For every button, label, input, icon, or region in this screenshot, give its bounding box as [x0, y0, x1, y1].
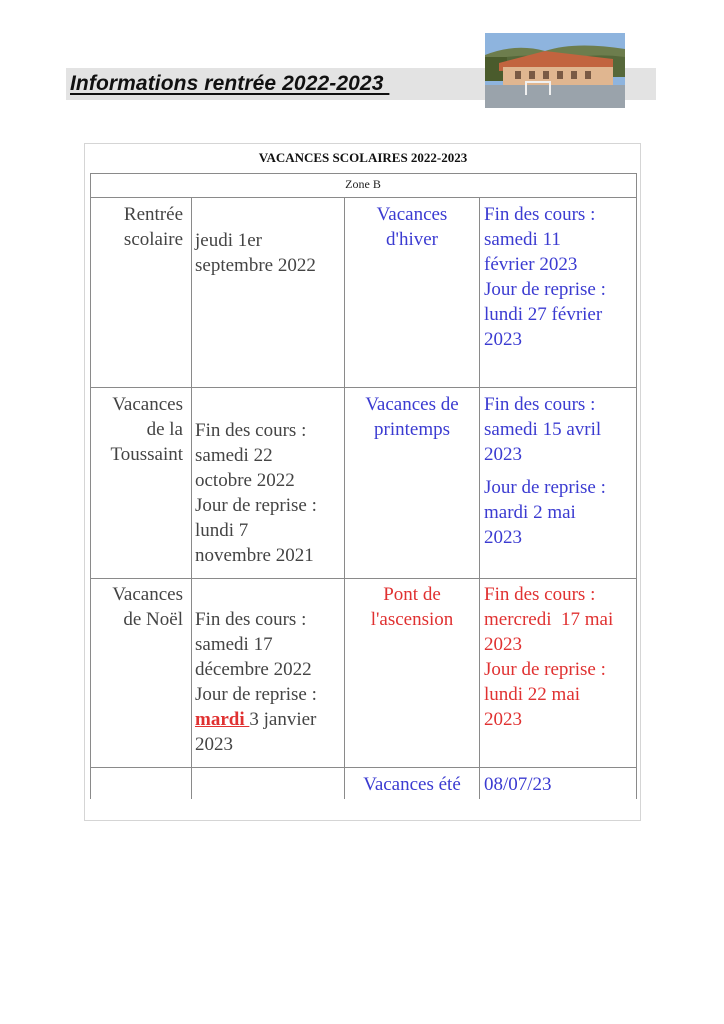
grid-line [90, 387, 637, 388]
row1-left-dates-line: septembre 2022 [195, 255, 316, 276]
row4-right-dates [481, 772, 637, 797]
row3-right-dates [481, 582, 637, 732]
row1-right-dates-line: samedi 11 [484, 229, 561, 250]
row3-right-label [345, 582, 479, 632]
grid-line [90, 578, 637, 579]
row1-left-label-line: scolaire [123, 229, 183, 250]
row3-left-dates-line: décembre 2022 [195, 659, 312, 680]
row2-left-dates-line: lundi 7 [195, 520, 249, 541]
row2-left-dates-line: Jour de reprise : [195, 495, 317, 516]
row2-right-dates-line: mardi 2 mai [484, 502, 576, 523]
row2-right-dates-line: Jour de reprise : [484, 477, 606, 498]
row3-left-dates-line: Jour de reprise : [195, 684, 317, 705]
row1-right-dates-line: Jour de reprise : [484, 279, 606, 300]
row1-right-dates [481, 202, 637, 352]
row1-right-dates-line: lundi 27 février [484, 304, 603, 325]
row2-left-dates-line: octobre 2022 [195, 470, 295, 491]
row3-right-label-line: l'ascension [370, 609, 454, 630]
row3-right-label-line: Pont de [383, 584, 441, 605]
table-title: VACANCES SCOLAIRES 2022-2023 [258, 150, 468, 165]
row3-right-dates-line: 2023 [484, 709, 522, 730]
row2-right-label-line: Vacances de [365, 394, 459, 415]
row2-right-dates-line: 2023 [484, 527, 522, 548]
row1-right-dates-line: février 2023 [484, 254, 578, 275]
row2-right-dates-line: 2023 [484, 444, 522, 465]
row2-left-label-line: de la [146, 419, 183, 440]
row1-right-label-line: Vacances [376, 204, 448, 225]
row3-right-dates-line: mercredi 17 mai [484, 609, 614, 630]
row2-right-dates-line: Fin des cours : [484, 394, 596, 415]
row3-right-dates-line: Jour de reprise : [484, 659, 606, 680]
row1-left-label [92, 202, 190, 252]
row1-right-label-line: d'hiver [386, 229, 438, 250]
row1-right-dates-line: 2023 [484, 329, 522, 350]
row3-right-dates-line: Fin des cours : [484, 584, 596, 605]
zone-label: Zone B [345, 177, 381, 191]
page-title: Informations rentrée 2022-2023 [70, 72, 390, 95]
row3-left-label-line: de Noël [123, 609, 183, 630]
row3-right-dates-line: lundi 22 mai [484, 684, 581, 705]
row2-right-label [345, 392, 479, 442]
row1-left-label-line: Rentrée [123, 204, 183, 225]
row3-left-dates-line: Fin des cours : [195, 609, 307, 630]
row4-right-label-line: Vacances été [363, 774, 461, 795]
row2-left-dates-line: Fin des cours : [195, 420, 307, 441]
school-building-photo [485, 33, 625, 108]
row4-right-dates-line: 08/07/23 [484, 774, 552, 795]
grid-line [90, 173, 91, 799]
row3-left-dates-line [195, 707, 344, 732]
row2-left-label-line: Toussaint [110, 444, 183, 465]
row2-left-dates-line: samedi 22 [195, 445, 273, 466]
grid-line [90, 197, 637, 198]
row3-right-dates-line: 2023 [484, 634, 522, 655]
row2-right-dates-line: samedi 15 avril [484, 419, 602, 440]
row1-right-dates-line: Fin des cours : [484, 204, 596, 225]
row2-left-dates-line: novembre 2021 [195, 545, 314, 566]
row3-left-label-line: Vacances [112, 584, 183, 605]
grid-line [90, 173, 637, 174]
row3-left-dates-line: 2023 [195, 734, 233, 755]
row1-left-dates [192, 228, 344, 278]
row2-right-label-line: printemps [374, 419, 450, 440]
row4-right-label [345, 772, 479, 797]
resume-date-text: 3 janvier [249, 709, 317, 730]
row2-left-label-line: Vacances [112, 394, 183, 415]
row1-right-label [345, 202, 479, 252]
row3-left-dates [192, 607, 344, 757]
grid-line [90, 767, 637, 768]
row3-left-dates-line: samedi 17 [195, 634, 273, 655]
row3-left-label [92, 582, 190, 632]
row1-left-dates-line: jeudi 1er [195, 230, 263, 251]
grid-line [479, 197, 480, 799]
row2-left-dates [192, 418, 344, 568]
row2-right-dates [481, 392, 637, 550]
row2-left-label [92, 392, 190, 467]
emphasized-day: mardi [195, 709, 250, 730]
grid-line [344, 197, 345, 799]
